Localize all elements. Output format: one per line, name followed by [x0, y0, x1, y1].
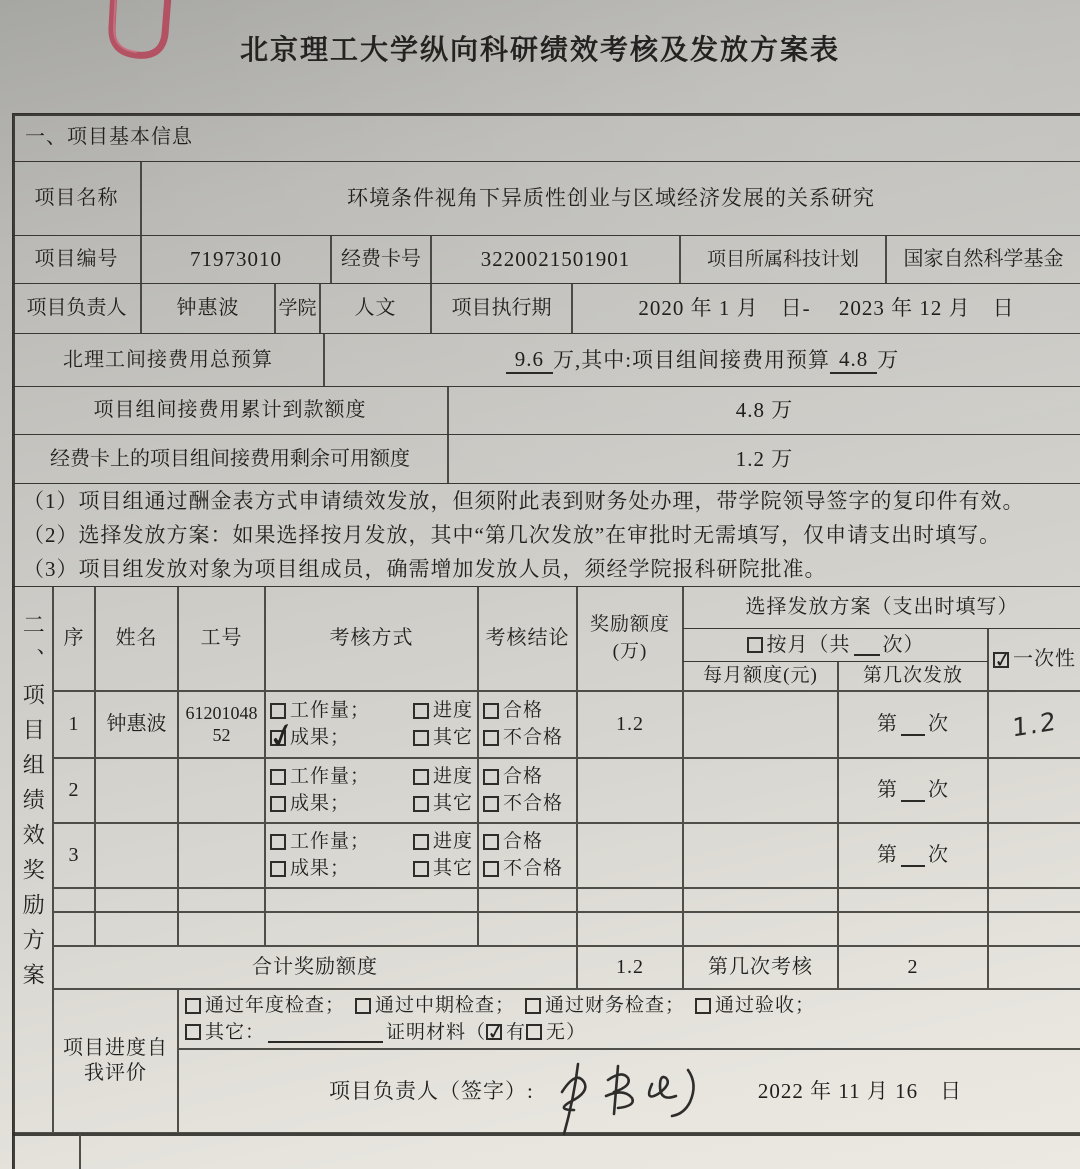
row3-progress-checkbox[interactable]: [413, 834, 429, 850]
paperclip-icon: [92, 0, 202, 78]
monthly-option: [683, 628, 988, 662]
row3-other-checkbox[interactable]: [413, 861, 429, 877]
fail-label: 不合格: [503, 793, 564, 814]
other-label: 其它: [432, 727, 473, 748]
row2-monthly: [683, 758, 838, 823]
leader-value: 钟惠波: [141, 283, 275, 334]
note-2: （2）选择发放方案：如果选择按月发放，其中“第几次发放”在审批时无需填写，仅申请支出时填写。: [23, 523, 1002, 547]
section2-side-label: 二、项目组绩效奖励方案: [12, 586, 53, 1133]
row2-achievement-checkbox[interactable]: [270, 796, 286, 812]
paren-close: ）: [566, 1021, 587, 1043]
empty-row: [478, 912, 577, 946]
empty-row: [988, 912, 1080, 946]
evidence-yes-label: 有: [506, 1021, 527, 1043]
other-label: 其它: [432, 858, 473, 879]
workload-label: 工作量；: [290, 700, 371, 722]
row3-name: [95, 823, 178, 888]
empty-row: [53, 912, 95, 946]
col-header-empid: 工号: [178, 586, 265, 691]
project-no-value: 71973010: [141, 235, 331, 284]
college-value: 人文: [320, 283, 431, 334]
time-prefix: 第: [877, 844, 898, 866]
row2-time-blank[interactable]: [901, 780, 925, 802]
budget-group-blank[interactable]: 4.8: [830, 346, 877, 374]
progress-label: 进度: [432, 766, 473, 788]
finance-check-label: 通过财务检查；: [545, 994, 686, 1016]
row2-which-time: [838, 758, 988, 823]
project-no-label: 项目编号: [12, 235, 141, 284]
budget-mid-text: 万,其中:项目组间接费用预算: [552, 347, 831, 372]
time-suffix: 次: [928, 779, 949, 801]
row2-empid: [178, 758, 265, 823]
bottom-partial-cell: [80, 1133, 1080, 1169]
col-header-method: 考核方式: [265, 586, 478, 691]
row3-time-blank[interactable]: [901, 845, 925, 867]
row1-monthly: [683, 691, 838, 758]
empty-row: [265, 912, 478, 946]
time-prefix: 第: [877, 779, 898, 801]
row1-pass-checkbox[interactable]: [483, 703, 499, 719]
empty-cell: [988, 946, 1080, 989]
row2-other-checkbox[interactable]: [413, 796, 429, 812]
empty-row: [53, 888, 95, 912]
col-header-seq: 序: [53, 586, 95, 691]
row2-workload-checkbox[interactable]: [270, 769, 286, 785]
selfeval-side-label: 项目进度自我评价: [53, 989, 178, 1133]
row1-once-value: [988, 691, 1080, 758]
row2-fail-checkbox[interactable]: [483, 796, 499, 812]
empty-row: [577, 888, 683, 912]
time-prefix: 第: [877, 713, 898, 735]
row3-empid: [178, 823, 265, 888]
empty-row: [265, 888, 478, 912]
pass-label: 合格: [503, 831, 544, 853]
achievement-label: 成果；: [290, 793, 351, 814]
row1-which-time: [838, 691, 988, 758]
budget-total-blank[interactable]: 9.6: [506, 346, 553, 374]
time-suffix: 次: [928, 713, 949, 735]
total-reward-value: 1.2: [577, 946, 683, 989]
other-label: 其它: [432, 793, 473, 814]
row1-other-checkbox[interactable]: [413, 730, 429, 746]
budget-value: [324, 333, 1080, 387]
fail-label: 不合格: [503, 858, 564, 879]
time-suffix: 次: [928, 844, 949, 866]
row1-fail-checkbox[interactable]: [483, 730, 499, 746]
row1-method: [265, 691, 478, 758]
row3-reward: [577, 823, 683, 888]
assessment-times-label: 第几次考核: [683, 946, 838, 989]
annual-check-checkbox[interactable]: [185, 998, 201, 1014]
signature-row: [178, 1049, 1080, 1133]
monthly-prefix: 按月（共: [766, 633, 851, 656]
empty-row: [838, 888, 988, 912]
received-value: 4.8 万: [448, 386, 1080, 435]
empty-row: [988, 888, 1080, 912]
row1-result: [478, 691, 577, 758]
assessment-times-value: 2: [838, 946, 988, 989]
empty-row: [95, 912, 178, 946]
note-3: （3）项目组发放对象为项目组成员，确需增加发放人员，须经学院报科研院批准。: [23, 557, 827, 581]
once-option: [988, 628, 1080, 691]
acceptance-check-label: 通过验收；: [715, 994, 816, 1016]
midterm-check-label: 通过中期检查；: [375, 994, 516, 1016]
row3-seq: 3: [53, 823, 95, 888]
row1-time-blank[interactable]: [901, 714, 925, 736]
evidence-yes-checkbox[interactable]: [486, 1024, 502, 1040]
row3-workload-checkbox[interactable]: [270, 834, 286, 850]
achievement-label: 成果；: [290, 858, 351, 879]
row2-method: [265, 758, 478, 823]
workload-label: 工作量；: [290, 831, 371, 853]
reward-header-line1: 奖励额度: [589, 614, 670, 636]
row2-reward: [577, 758, 683, 823]
progress-label: 进度: [432, 700, 473, 722]
bottom-partial-cell: [12, 1133, 80, 1169]
row1-empid: 6120104852: [178, 691, 265, 758]
row3-once-value: [988, 823, 1080, 888]
row3-pass-checkbox[interactable]: [483, 834, 499, 850]
evidence-no-label: 无: [546, 1021, 567, 1043]
empty-row: [838, 912, 988, 946]
remaining-label: 经费卡上的项目组间接费用剩余可用额度: [12, 434, 448, 484]
total-reward-label: 合计奖励额度: [53, 946, 577, 989]
empty-row: [178, 888, 265, 912]
row3-monthly: [683, 823, 838, 888]
fail-label: 不合格: [503, 727, 564, 748]
selfeval-checkbox-lines: [178, 989, 1080, 1049]
row2-pass-checkbox[interactable]: [483, 769, 499, 785]
once-checkbox[interactable]: [993, 652, 1009, 668]
pass-label: 合格: [503, 700, 544, 722]
col-header-monthly-amount: 每月额度(元): [683, 661, 838, 691]
received-label: 项目组间接费用累计到款额度: [12, 386, 448, 435]
row2-result: [478, 758, 577, 823]
plan-title: 选择发放方案（支出时填写）: [683, 586, 1080, 629]
row3-result: [478, 823, 577, 888]
fund-card-value: 3220021501901: [431, 235, 680, 284]
midterm-check-checkbox[interactable]: [355, 998, 371, 1014]
other-eval-checkbox[interactable]: [185, 1024, 201, 1040]
row3-achievement-checkbox[interactable]: [270, 861, 286, 877]
row3-fail-checkbox[interactable]: [483, 861, 499, 877]
monthly-count-blank[interactable]: [854, 634, 880, 656]
empty-row: [577, 912, 683, 946]
notes-block: [12, 483, 1080, 587]
col-header-reward: [577, 586, 683, 691]
remaining-value: 1.2 万: [448, 434, 1080, 484]
row2-seq: 2: [53, 758, 95, 823]
project-name-label: 项目名称: [12, 161, 141, 236]
row1-name: 钟惠波: [95, 691, 178, 758]
budget-label: 北理工间接费用总预算: [12, 333, 324, 387]
college-label: 学院: [275, 283, 320, 334]
empty-row: [178, 912, 265, 946]
form-title: 北京理工大学纵向科研绩效考核及发放方案表: [239, 34, 840, 65]
achievement-label: 成果；: [290, 727, 351, 748]
col-header-name: 姓名: [95, 586, 178, 691]
sign-label: 项目负责人（签字）:: [329, 1078, 534, 1103]
acceptance-check-checkbox[interactable]: [695, 998, 711, 1014]
row3-which-time: [838, 823, 988, 888]
sign-date: 2022 年 11 月 16 日: [757, 1078, 963, 1103]
empty-row: [478, 888, 577, 912]
reward-header-line2: (万): [612, 641, 648, 662]
workload-label: 工作量；: [290, 766, 371, 788]
period-value: 2020 年 1 月 日- 2023 年 12 月 日: [572, 283, 1080, 334]
program-label: 项目所属科技计划: [680, 235, 886, 284]
once-label: 一次性: [1013, 648, 1076, 670]
section1-heading: 一、项目基本信息: [12, 113, 1080, 162]
project-name-value: 环境条件视角下异质性创业与区域经济发展的关系研究: [141, 161, 1080, 236]
row3-method: [265, 823, 478, 888]
row1-seq: 1: [53, 691, 95, 758]
leader-signature: [548, 1058, 718, 1138]
annual-check-label: 通过年度检查；: [205, 994, 346, 1016]
evidence-no-checkbox[interactable]: [526, 1024, 542, 1040]
row1-reward: 1.2: [577, 691, 683, 758]
period-label: 项目执行期: [431, 283, 572, 334]
row2-progress-checkbox[interactable]: [413, 769, 429, 785]
row2-name: [95, 758, 178, 823]
row1-progress-checkbox[interactable]: [413, 703, 429, 719]
empty-row: [683, 888, 838, 912]
monthly-suffix: 次）: [882, 633, 925, 656]
row2-once-value: [988, 758, 1080, 823]
monthly-checkbox[interactable]: [747, 637, 763, 653]
row1-once-handwritten: 1.2: [1011, 706, 1058, 743]
program-value: 国家自然科学基金: [886, 235, 1080, 284]
row1-achievement-checkbox[interactable]: [270, 730, 286, 746]
finance-check-checkbox[interactable]: [525, 998, 541, 1014]
col-header-result: 考核结论: [478, 586, 577, 691]
budget-unit: 万: [877, 347, 900, 372]
evidence-label: 证明材料（: [386, 1021, 487, 1043]
pass-label: 合格: [503, 766, 544, 788]
note-1: （1）项目组通过酬金表方式申请绩效发放，但须附此表到财务处办理，带学院领导签字的复印件有效。: [23, 489, 1025, 513]
leader-label: 项目负责人: [12, 283, 141, 334]
fund-card-label: 经费卡号: [331, 235, 431, 284]
other-eval-label: 其它：: [205, 1021, 266, 1043]
empty-row: [95, 888, 178, 912]
col-header-which-time: 第几次发放: [838, 661, 988, 691]
other-eval-blank[interactable]: [268, 1022, 383, 1043]
progress-label: 进度: [432, 831, 473, 853]
empty-row: [683, 912, 838, 946]
